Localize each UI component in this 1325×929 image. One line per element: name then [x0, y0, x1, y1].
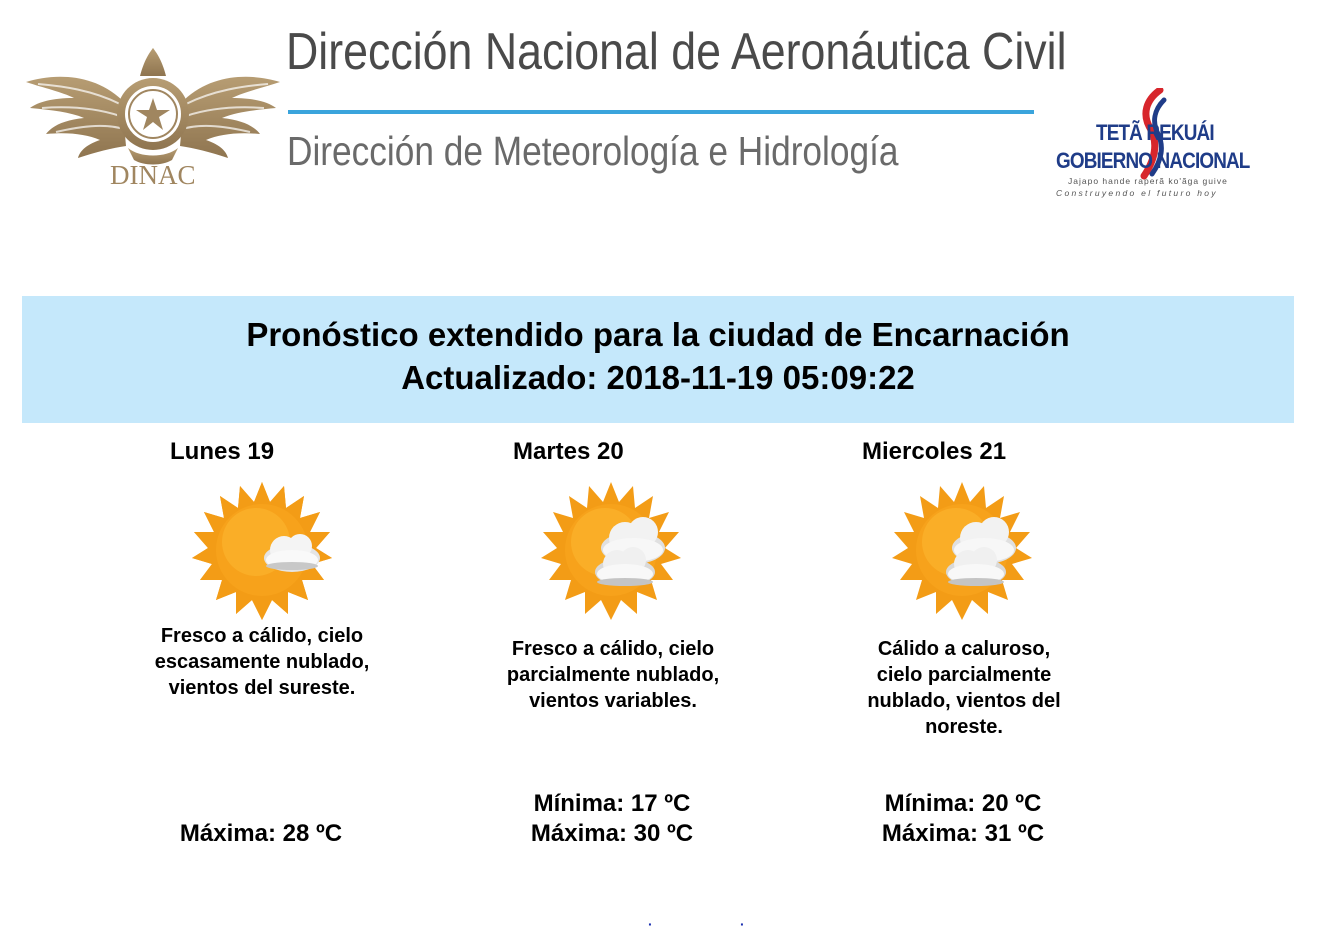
agency-title: Dirección Nacional de Aeronáutica Civil — [286, 23, 1067, 81]
day-max-temp: Máxima: 28 ºC — [179, 820, 343, 847]
gov-logo-tagline-spanish: Construyendo el futuro hoy — [1056, 188, 1218, 198]
day-name: Miercoles 21 — [862, 438, 1007, 465]
day-description: Fresco a cálido, cielo parcialmente nublado, vientos variables. — [506, 638, 720, 712]
day-max-temp: Máxima: 30 ºC — [530, 820, 694, 847]
bottom-link-fragment[interactable]: · — [648, 916, 653, 929]
day-max-temp: Máxima: 31 ºC — [881, 820, 1045, 847]
gov-logo-line2: GOBIERNO NACIONAL — [1056, 148, 1250, 173]
bottom-link-fragment[interactable]: · — [740, 916, 745, 929]
forecast-updated-time: Actualizado: 2018-11-19 05:09:22 — [401, 359, 915, 396]
day-description: Cálido a caluroso, cielo parcialmente nublado, vientos del noreste. — [867, 638, 1061, 738]
day-description: Fresco a cálido, cielo escasamente nublado, vientos del sureste. — [154, 625, 370, 699]
agency-subtitle: Dirección de Meteorología e Hidrología — [287, 128, 899, 174]
dinac-logo-text: DINAC — [110, 160, 196, 190]
day-min-temp: Mínima: 20 ºC — [884, 790, 1042, 817]
sun-clouds-icon — [892, 480, 1032, 620]
forecast-title: Pronóstico extendido para la ciudad de Encarnación — [246, 316, 1070, 353]
sun-clouds-icon — [541, 480, 681, 620]
sun-small-cloud-icon — [192, 480, 332, 620]
forecast-banner — [22, 296, 1294, 423]
header-divider — [288, 110, 1034, 114]
day-min-temp: Mínima: 17 ºC — [533, 790, 691, 817]
gov-logo-tagline-guarani: Jajapo hande raperã ko'ãga guive — [1068, 176, 1228, 186]
gov-logo-line1: TETÃ REKUÁI — [1096, 120, 1214, 145]
day-name: Lunes 19 — [170, 438, 275, 465]
day-name: Martes 20 — [513, 438, 624, 465]
government-logo — [1052, 88, 1282, 206]
